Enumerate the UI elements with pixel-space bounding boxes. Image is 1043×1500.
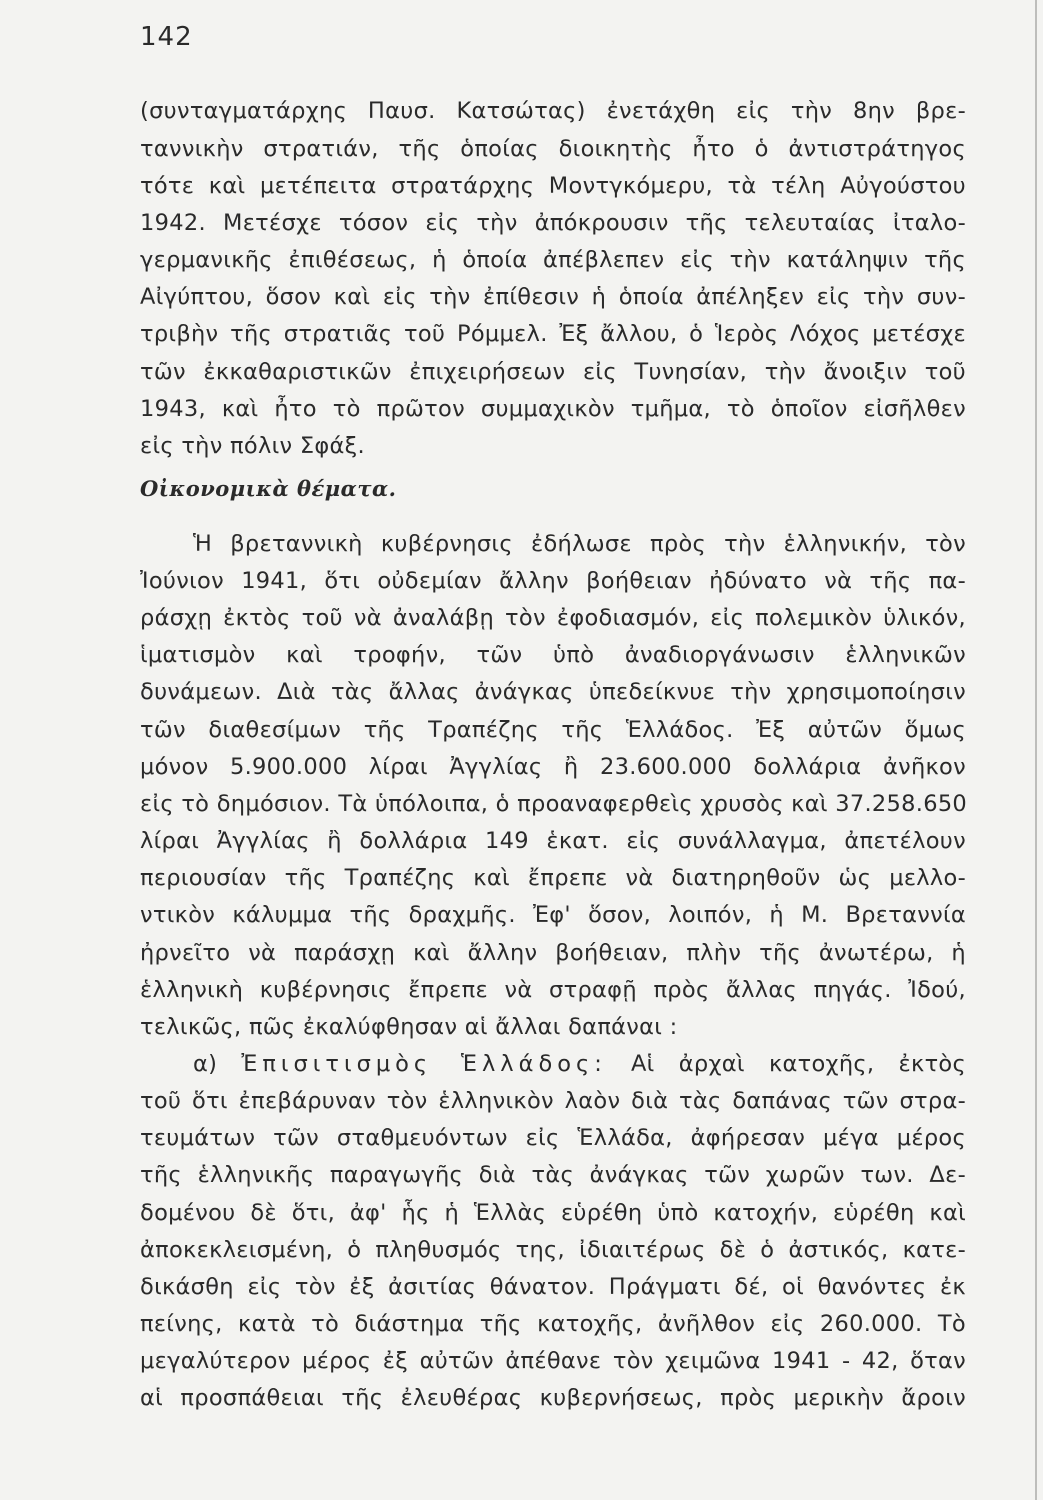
text-line: τευμάτων τῶν σταθμευόντων εἰς Ἑλλάδα, ἀφήρεσαν μέγα μέρος bbox=[140, 1125, 966, 1151]
paragraph-first-line: Ἡ βρεταννικὴ κυβέρνησις ἐδήλωσε πρὸς τὴν ἑλληνικήν, τὸν bbox=[193, 531, 966, 557]
text-line: (συνταγματάρχης Παυσ. Κατσώτας) ἐνετάχθη εἰς τὴν 8ην βρε- bbox=[140, 98, 966, 124]
text-line: τοῦ ὅτι ἐπεβάρυναν τὸν ἑλληνικὸν λαὸν διὰ τὰς δαπάνας τῶν στρα- bbox=[140, 1088, 966, 1114]
text-line: δικάσθη εἰς τὸν ἐξ ἀσιτίας θάνατον. Πράγματι δέ, οἱ θανόντες ἐκ bbox=[140, 1274, 966, 1300]
text-line: δυνάμεων. Διὰ τὰς ἄλλας ἀνάγκας ὑπεδείκνυε τὴν χρησιμοποίησιν bbox=[140, 679, 966, 705]
text-line: ταννικὴν στρατιάν, τῆς ὁποίας διοικητὴς ἦτο ὁ ἀντιστράτηγος bbox=[140, 136, 966, 162]
text-line: δομένου δὲ ὅτι, ἀφ' ἧς ἡ Ἑλλὰς εὑρέθη ὑπὸ κατοχήν, εὑρέθη καὶ bbox=[140, 1200, 966, 1226]
text-line: ἑλληνικὴ κυβέρνησις ἔπρεπε νὰ στραφῇ πρὸς ἄλλας πηγάς. Ἰδού, bbox=[140, 977, 966, 1003]
text-line: πείνης, κατὰ τὸ διάστημα τῆς κατοχῆς, ἀνῆλθον εἰς 260.000. Τὸ bbox=[140, 1311, 966, 1337]
text-line: 1943, καὶ ἦτο τὸ πρῶτον συμμαχικὸν τμῆμα, τὸ ὁποῖον εἰσῆλθεν bbox=[140, 396, 966, 422]
text-line: εἰς τὸ δημόσιον. Τὰ ὑπόλοιπα, ὁ προαναφερθεὶς χρυσὸς καὶ 37.258.650 bbox=[140, 791, 968, 817]
list-marker: α) bbox=[193, 1051, 218, 1077]
text-line: ντικὸν κάλυμμα τῆς δραχμῆς. Ἐφ' ὅσον, λοιπόν, ἡ Μ. Βρεταννία bbox=[140, 902, 966, 928]
text-line: αἱ προσπάθειαι τῆς ἐλευθέρας κυβερνήσεως, πρὸς μερικὴν ἄροιν bbox=[140, 1385, 966, 1411]
text-line: λίραι Ἀγγλίας ἢ δολλάρια 149 ἑκατ. εἰς συνάλλαγμα, ἀπετέλουν bbox=[140, 828, 966, 854]
text-line: ράσχῃ ἐκτὸς τοῦ νὰ ἀναλάβῃ τὸν ἐφοδιασμόν, εἰς πολεμικὸν ὑλικόν, bbox=[140, 605, 966, 631]
section-heading: Οἰκονομικὰ θέματα. bbox=[140, 476, 397, 501]
text-line: ἠρνεῖτο νὰ παράσχῃ καὶ ἄλλην βοήθειαν, πλὴν τῆς ἀνωτέρω, ἡ bbox=[140, 940, 966, 966]
text-line: τριβὴν τῆς στρατιᾶς τοῦ Ρόμμελ. Ἐξ ἄλλου, ὁ Ἱερὸς Λόχος μετέσχε bbox=[140, 321, 966, 347]
list-item-text: Αἱ ἀρχαὶ κατοχῆς, ἐκτὸς bbox=[630, 1051, 966, 1077]
text-line: τῆς ἑλληνικῆς παραγωγῆς διὰ τὰς ἀνάγκας τῶν χωρῶν των. Δε- bbox=[140, 1162, 966, 1188]
text-line: Αἰγύπτου, ὅσον καὶ εἰς τὴν ἐπίθεσιν ἡ ὁποία ἀπέληξεν εἰς τὴν συν- bbox=[140, 284, 966, 310]
text-line: Ἰούνιον 1941, ὅτι οὐδεμίαν ἄλλην βοήθειαν ἠδύνατο νὰ τῆς πα- bbox=[140, 568, 966, 594]
text-line: μεγαλύτερον μέρος ἐξ αὐτῶν ἀπέθανε τὸν χειμῶνα 1941 - 42, ὅταν bbox=[140, 1348, 966, 1374]
text-line: τελικῶς, πῶς ἐκαλύφθησαν αἱ ἄλλαι δαπάναι : bbox=[140, 1014, 678, 1040]
text-line: εἰς τὴν πόλιν Σφάξ. bbox=[140, 433, 365, 459]
text-line: μόνον 5.900.000 λίραι Ἀγγλίας ἢ 23.600.000 δολλάρια ἀνῆκον bbox=[140, 754, 966, 780]
text-line: ἀποκεκλεισμένη, ὁ πληθυσμός της, ἰδιαιτέρως δὲ ὁ ἀστικός, κατε- bbox=[140, 1237, 966, 1263]
text-line: τῶν διαθεσίμων τῆς Τραπέζης τῆς Ἑλλάδος. Ἐξ αὐτῶν ὅμως bbox=[140, 717, 966, 743]
text-line: τότε καὶ μετέπειτα στρατάρχης Μοντγκόμερυ, τὰ τέλη Αὐγούστου bbox=[140, 173, 966, 199]
page-edge bbox=[1035, 0, 1037, 1500]
text-line: 1942. Μετέσχε τόσον εἰς τὴν ἀπόκρουσιν τῆς τελευταίας ἰταλο- bbox=[140, 210, 966, 236]
list-item-a bbox=[193, 1046, 966, 1082]
text-line: περιουσίαν τῆς Τραπέζης καὶ ἔπρεπε νὰ διατηρηθοῦν ὡς μελλο- bbox=[140, 865, 966, 891]
text-line: γερμανικῆς ἐπιθέσεως, ἡ ὁποία ἀπέβλεπεν εἰς τὴν κατάληψιν τῆς bbox=[140, 247, 966, 273]
page-number: 142 bbox=[140, 22, 193, 52]
list-item-title: Ἐπισιτισμὸς Ἑλλάδος: bbox=[241, 1051, 607, 1077]
text-line: τῶν ἐκκαθαριστικῶν ἐπιχειρήσεων εἰς Τυνησίαν, τὴν ἄνοιξιν τοῦ bbox=[140, 359, 966, 385]
text-line: ἱματισμὸν καὶ τροφήν, τῶν ὑπὸ ἀναδιοργάνωσιν ἑλληνικῶν bbox=[140, 642, 966, 668]
